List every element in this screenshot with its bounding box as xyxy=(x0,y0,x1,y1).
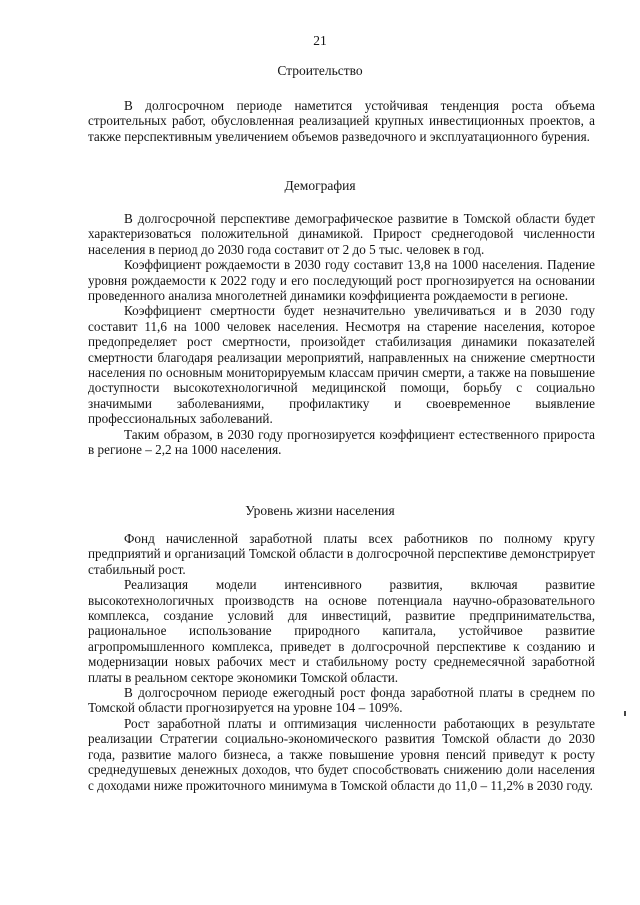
section-body-living-standard xyxy=(88,531,595,793)
paragraph: Коэффициент смертности будет незначительно увеличиваться и в 2030 году составит 11,6 на 1000 человек населения. Несмотря на старение населения, которое предопределяет рост смертности, произойдет стабилизация динамики показателей смертности благодаря реализации мероприятий, направленных на снижение смертности населения по основным мониторируемым классам причин смерти, а также на повышение доступности высокотехнологичной медицинской помощи, борьбу с социально значимыми заболеваниями, профилактику и своевременное выявление профессиональных заболеваний. xyxy=(88,303,595,427)
paragraph: В долгосрочном периоде наметится устойчивая тенденция роста объема строительных работ, обусловленная реализацией крупных инвестиционных проектов, а также перспективным увеличением объемов разведочного и эксплуатационного бурения. xyxy=(88,98,595,144)
paragraph: Коэффициент рождаемости в 2030 году составит 13,8 на 1000 населения. Падение уровня рождаемости к 2022 году и его последующий рост прогнозируется на основании проведенного анализа многолетней динамики коэффициента рождаемости в регионе. xyxy=(88,257,595,304)
section-body-demography xyxy=(88,211,595,458)
paragraph: Реализация модели интенсивного развития, включая развитие высокотехнологичных производств на основе потенциала научно-образовательного комплекса, создание условий для инвестиций, развитие предпринимательства, рациональное использование природного капитала, устойчивое развитие агропромышленного комплекса, приведет в долгосрочной перспективе к созданию и модернизации новых рабочих мест и стабильному росту среднемесячной заработной платы в реальном секторе экономики Томской области. xyxy=(88,577,595,685)
paragraph: Рост заработной платы и оптимизация численности работающих в результате реализации Стратегии социально-экономического развития Томской области до 2030 года, развитие малого бизнеса, а также повышение уровня пенсий приведут к росту среднедушевых денежных доходов, что будет способствовать снижению доли населения с доходами ниже прожиточного минимума в Томской области до 11,0 – 11,2% в 2030 году. xyxy=(88,715,595,793)
section-heading-demography: Демография xyxy=(284,178,356,193)
paragraph: Фонд начисленной заработной платы всех работников по полному кругу предприятий и организаций Томской области в долгосрочной перспективе демонстрирует стабильный рост. xyxy=(88,531,595,577)
margin-mark xyxy=(624,711,626,716)
page-number: 21 xyxy=(313,33,327,48)
paragraph: В долгосрочном периоде ежегодный рост фонда заработной платы в среднем по Томской области прогнозируется на уровне 104 – 109%. xyxy=(88,685,595,716)
paragraph: В долгосрочной перспективе демографическое развитие в Томской области будет характеризоваться положительной динамикой. Прирост среднегодовой численности населения в период до 2030 года составит от 2 до 5 тыс. человек в год. xyxy=(88,211,595,257)
paragraph: Таким образом, в 2030 году прогнозируется коэффициент естественного прироста в регионе – 2,2 на 1000 населения. xyxy=(88,426,595,458)
section-heading-construction: Строительство xyxy=(277,63,363,78)
section-heading-living-standard: Уровень жизни населения xyxy=(245,503,395,518)
section-body-construction xyxy=(88,98,595,144)
